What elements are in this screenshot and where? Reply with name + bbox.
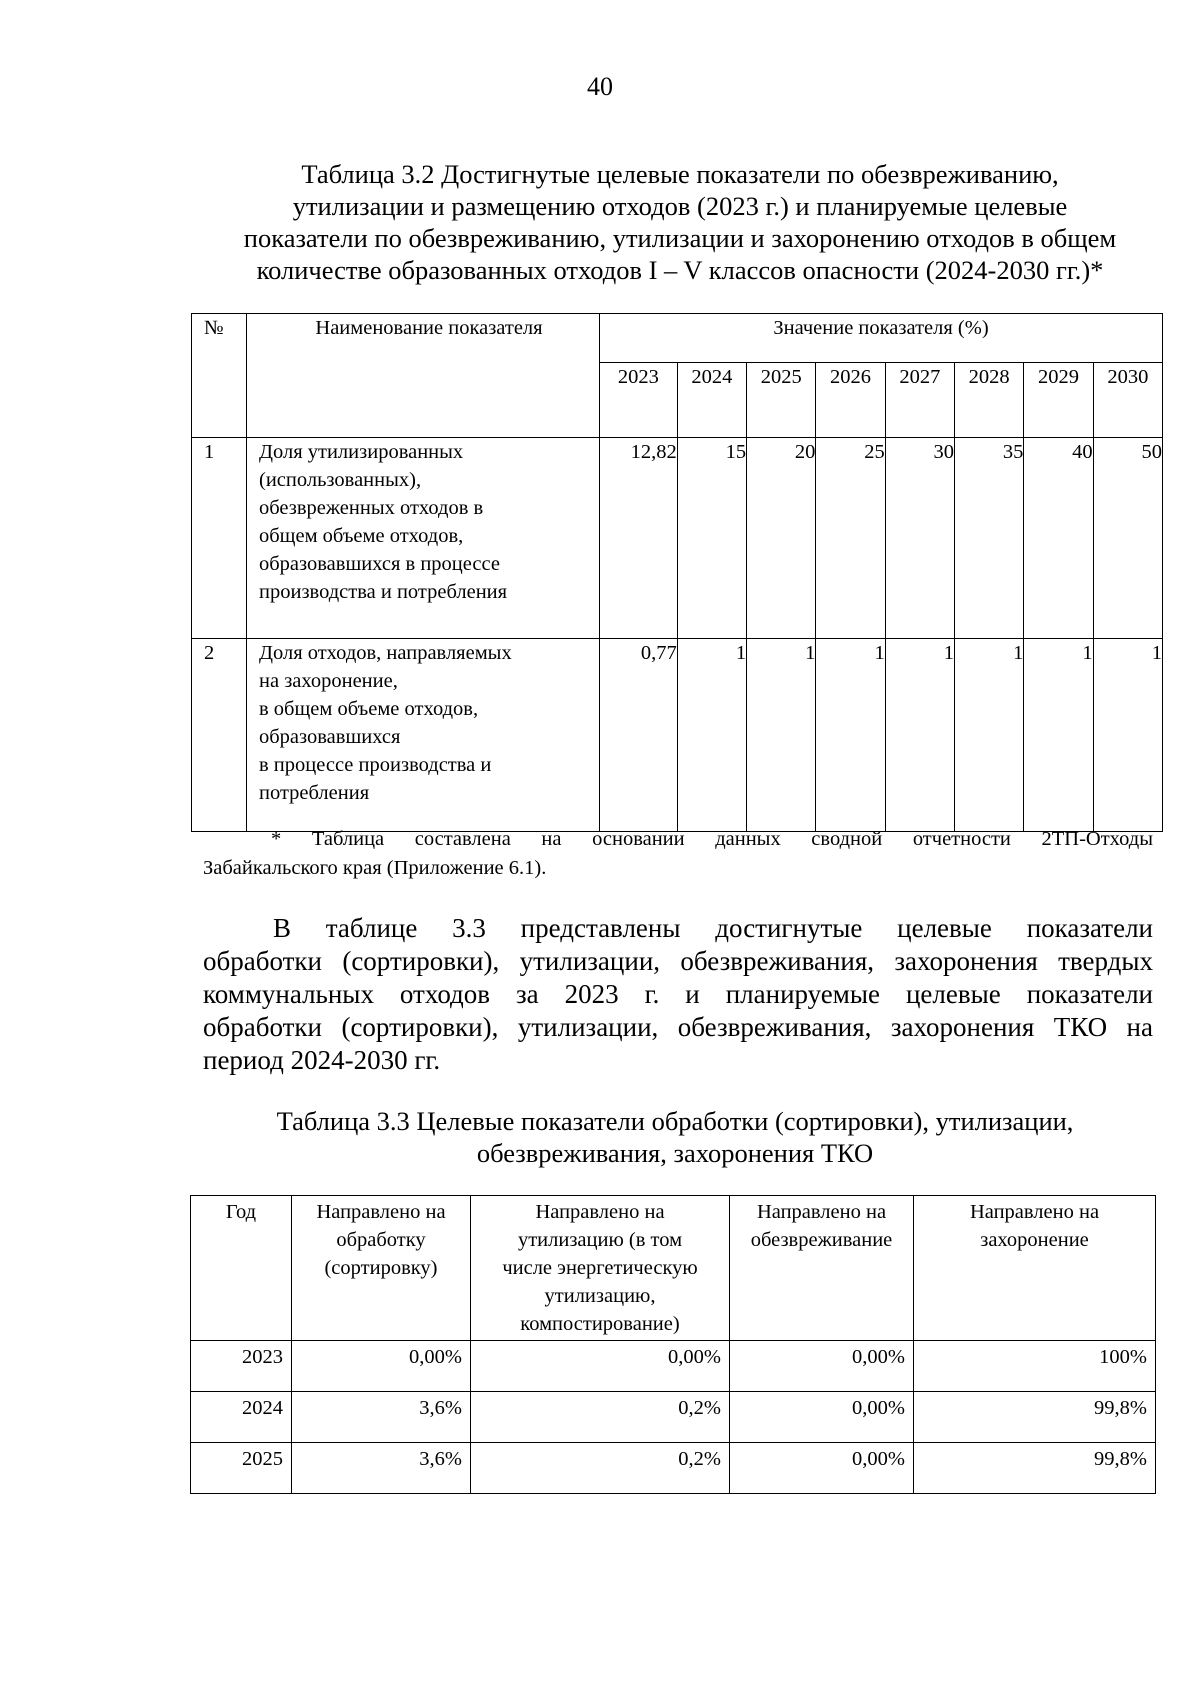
table-3-3 <box>190 1195 1156 1494</box>
header-name: Наименование показателя <box>247 314 600 438</box>
table-row <box>192 639 1163 832</box>
header-line: компостирование) <box>520 1313 680 1335</box>
header-line: числе энергетическую <box>502 1257 698 1279</box>
header-line: Направлено на <box>535 1201 665 1223</box>
header-value-group: Значение показателя (%) <box>600 314 1163 363</box>
header-line: Направлено на <box>756 1201 887 1223</box>
caption-line: показатели по обезвреживанию, утилизации и захоронению отходов в общем <box>243 223 1117 253</box>
table-row <box>191 1341 1156 1392</box>
paragraph-line: В таблице 3.3 представлены достигнутые целевые показатели <box>273 913 1153 943</box>
name-line: Доля отходов, направляемых <box>259 642 512 664</box>
paragraph-line: период 2024-2030 гг. <box>203 1045 441 1075</box>
table-3-2 <box>191 313 1163 832</box>
cell-value: 100% <box>914 1341 1156 1392</box>
body-paragraph <box>203 912 1153 1077</box>
row-num: 1 <box>192 438 247 639</box>
value-cell: 15 <box>677 438 746 639</box>
value-cell: 40 <box>1024 438 1093 639</box>
paragraph-line: коммунальных отходов за 2023 г. и планируемые целевые показатели <box>203 979 1153 1009</box>
header-year: 2023 <box>600 363 678 438</box>
name-line: Доля утилизированных <box>259 441 464 463</box>
value-cell: 1 <box>955 639 1024 832</box>
header-line: обработку <box>336 1229 426 1251</box>
header-line: обезвреживание <box>750 1229 893 1251</box>
value-cell: 1 <box>816 639 885 832</box>
header-line: Направлено на <box>316 1201 446 1223</box>
cell-value: 3,6% <box>292 1443 471 1494</box>
cell-value: 0,00% <box>471 1341 730 1392</box>
header-year: 2026 <box>816 363 885 438</box>
table-3-3-caption <box>190 1105 1160 1169</box>
value-cell: 1 <box>747 639 816 832</box>
header-year <box>191 1196 292 1341</box>
header-year: 2030 <box>1093 363 1162 438</box>
caption-line: Таблица 3.2 Достигнутые целевые показатели по обезвреживанию, <box>301 159 1059 189</box>
table-row <box>191 1443 1156 1494</box>
value-cell: 0,77 <box>600 639 678 832</box>
cell-value: 0,00% <box>292 1341 471 1392</box>
name-line: потребления <box>259 782 370 804</box>
cell-value: 0,2% <box>471 1443 730 1494</box>
row-num: 2 <box>192 639 247 832</box>
cell-year: 2024 <box>191 1392 292 1443</box>
value-cell: 1 <box>885 639 954 832</box>
header-neutralization <box>730 1196 914 1341</box>
header-year: 2028 <box>955 363 1024 438</box>
caption-line: количестве образованных отходов I – V классов опасности (2024-2030 гг.)* <box>256 255 1104 285</box>
footnote-line: * Таблица составлена на основании данных сводной отчетности 2ТП-Отходы <box>271 828 1153 850</box>
header-line: утилизацию, <box>544 1285 656 1307</box>
caption-line: Таблица 3.3 Целевые показатели обработки (сортировки), утилизации, <box>276 1106 1074 1136</box>
caption-line: обезвреживания, захоронения ТКО <box>476 1138 874 1168</box>
value-cell: 30 <box>885 438 954 639</box>
name-line: производства и потребления <box>259 581 508 603</box>
header-line: (сортировку) <box>324 1257 438 1279</box>
table-3-2-caption <box>200 158 1160 286</box>
cell-value: 0,2% <box>471 1392 730 1443</box>
cell-value: 3,6% <box>292 1392 471 1443</box>
value-cell: 20 <box>747 438 816 639</box>
header-num: № <box>192 314 247 438</box>
value-cell: 12,82 <box>600 438 678 639</box>
page-number: 40 <box>587 72 613 101</box>
name-line: в процессе производства и <box>259 754 492 776</box>
header-year: 2024 <box>677 363 746 438</box>
name-line: на захоронение, <box>259 670 398 692</box>
name-line: общем объеме отходов, <box>259 525 464 547</box>
header-line: Год <box>225 1201 257 1223</box>
table-footnote <box>203 825 1153 883</box>
value-cell: 1 <box>1093 639 1162 832</box>
row-name <box>247 639 600 832</box>
cell-value: 0,00% <box>730 1443 914 1494</box>
header-year: 2025 <box>747 363 816 438</box>
header-line: утилизацию (в том <box>517 1229 683 1251</box>
header-year: 2029 <box>1024 363 1093 438</box>
header-processing <box>292 1196 471 1341</box>
name-line: образовавшихся <box>259 726 401 748</box>
cell-value: 0,00% <box>730 1392 914 1443</box>
value-cell: 50 <box>1093 438 1162 639</box>
value-cell: 1 <box>677 639 746 832</box>
header-line: Направлено на <box>969 1201 1100 1223</box>
name-line: обезвреженных отходов в <box>259 497 484 519</box>
row-name <box>247 438 600 639</box>
header-line: захоронение <box>980 1229 1089 1251</box>
value-cell: 25 <box>816 438 885 639</box>
name-line: (использованных), <box>259 469 422 491</box>
cell-value: 99,8% <box>914 1443 1156 1494</box>
paragraph-line: обработки (сортировки), утилизации, обезвреживания, захоронения твердых <box>203 946 1153 976</box>
table-row <box>191 1392 1156 1443</box>
value-cell: 1 <box>1024 639 1093 832</box>
cell-value: 99,8% <box>914 1392 1156 1443</box>
paragraph-line: обработки (сортировки), утилизации, обезвреживания, захоронения ТКО на <box>203 1012 1153 1042</box>
name-line: образовавшихся в процессе <box>259 553 500 575</box>
header-disposal <box>914 1196 1156 1341</box>
header-year: 2027 <box>885 363 954 438</box>
cell-value: 0,00% <box>730 1341 914 1392</box>
caption-line: утилизации и размещению отходов (2023 г.) и планируемые целевые <box>292 191 1068 221</box>
footnote-line: Забайкальского края (Приложение 6.1). <box>203 857 547 879</box>
header-utilization <box>471 1196 730 1341</box>
value-cell: 35 <box>955 438 1024 639</box>
name-line: в общем объеме отходов, <box>259 698 479 720</box>
cell-year: 2023 <box>191 1341 292 1392</box>
table-row <box>192 438 1163 639</box>
cell-year: 2025 <box>191 1443 292 1494</box>
